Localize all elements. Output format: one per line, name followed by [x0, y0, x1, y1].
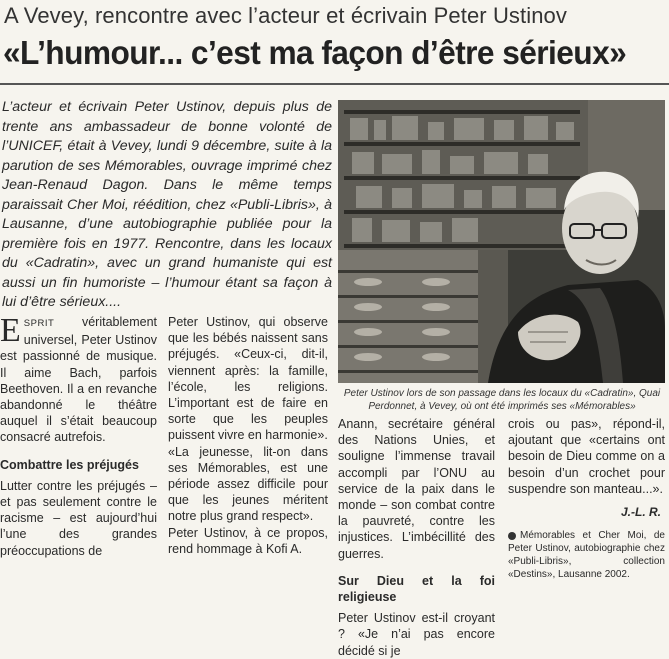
paragraph: crois ou pas», répond-il, ajoutant que «certains ont besoin de Dieu comme on a besoin d’un crochet pour suspendre son manteau...». — [508, 417, 665, 496]
paragraph: Peter Ustinov, à ce propos, rend hommage à Kofi A. — [168, 525, 328, 556]
bullet-icon — [508, 532, 516, 540]
subheading-prejuges: Combattre les préjugés — [0, 457, 139, 472]
book-note — [508, 529, 665, 581]
headline-divider — [0, 83, 669, 85]
paragraph: Lutter contre les préjugés – et pas seulement contre le racisme – est aujourd’hui l’une des grandes préoccupations de — [0, 478, 157, 558]
small-caps-text: SPRIT — [23, 318, 55, 329]
article-kicker: A Vevey, rencontre avec l’acteur et écrivain Peter Ustinov — [4, 3, 567, 28]
article-headline: «L’humour... c’est ma façon d’être sérieux» — [3, 34, 627, 71]
paragraph: Anann, secrétaire général des Nations Unies, et souligne l’immense travail accompli par l’ONU au service de la paix dans le monde – son combat contre la pauvreté, contre les injustices. L’imbécillité des guerres. — [338, 417, 495, 561]
column-3 — [338, 416, 495, 659]
column-2 — [168, 314, 328, 557]
paragraph: Peter Ustinov est-il croyant ? «Je n’ai pas encore décidé si je — [338, 611, 495, 658]
paragraph: «La jeunesse, lit-on dans ses Mémorables, est une période assez difficile pour que les jeunes méritent notre plus grand respect». — [168, 444, 328, 524]
column-4 — [508, 416, 665, 581]
article-lead — [2, 98, 332, 313]
column-1 — [0, 314, 157, 559]
book-note-text: Mémorables et Cher Moi, de Peter Ustinov, autobiographie chez «Publi-Libris», collection «Destins», Lausanne 2002. — [508, 530, 665, 581]
subheading-dieu: Sur Dieu et la foi religieuse — [338, 573, 495, 605]
article-photo — [338, 100, 665, 383]
drop-cap: E — [0, 312, 21, 349]
author-signature: J.-L. R. — [620, 505, 661, 520]
paragraph-text: véritablement universel, Peter Ustinov est passionné de musique. Il aime Bach, parfois Beethoven. Il a en revanche abandonné le théâtre auquel il s’était beaucoup consacré autrefois. — [0, 315, 157, 445]
intro-paragraph — [0, 314, 157, 446]
paragraph: Peter Ustinov, qui observe que les bébés naissent sans préjugés. «Ceux-ci, dit-il, viennent après: la famille, l’école, les religions. L’important est de faire en sorte que les peuples puissent vivre en harmonie». — [168, 315, 328, 443]
lead-paragraph: L’acteur et écrivain Peter Ustinov, depuis plus de trente ans ambassadeur de bonne volonté de l’UNICEF, était à Vevey, lundi 9 décembre, suite à la parution de ses Mémorables, ouvrage imprimé chez Jean-Renaud Dagon. Dans le même temps paraissait Cher Moi, réédition, chez «Publi-Libris», à Lausanne, d’une autobiographie publiée pour la première fois en 1977. Rencontre, dans les locaux du «Cadratin», avec un grand humaniste qui est aussi un fin humoriste – l’humour étant sa façon à lui d’être sérieux.... — [2, 99, 332, 310]
photo-caption: Peter Ustinov lors de son passage dans les locaux du «Cadratin», Quai Perdonnet, à Vevey, où ont été imprimés ses «Mémorables» — [343, 388, 661, 412]
